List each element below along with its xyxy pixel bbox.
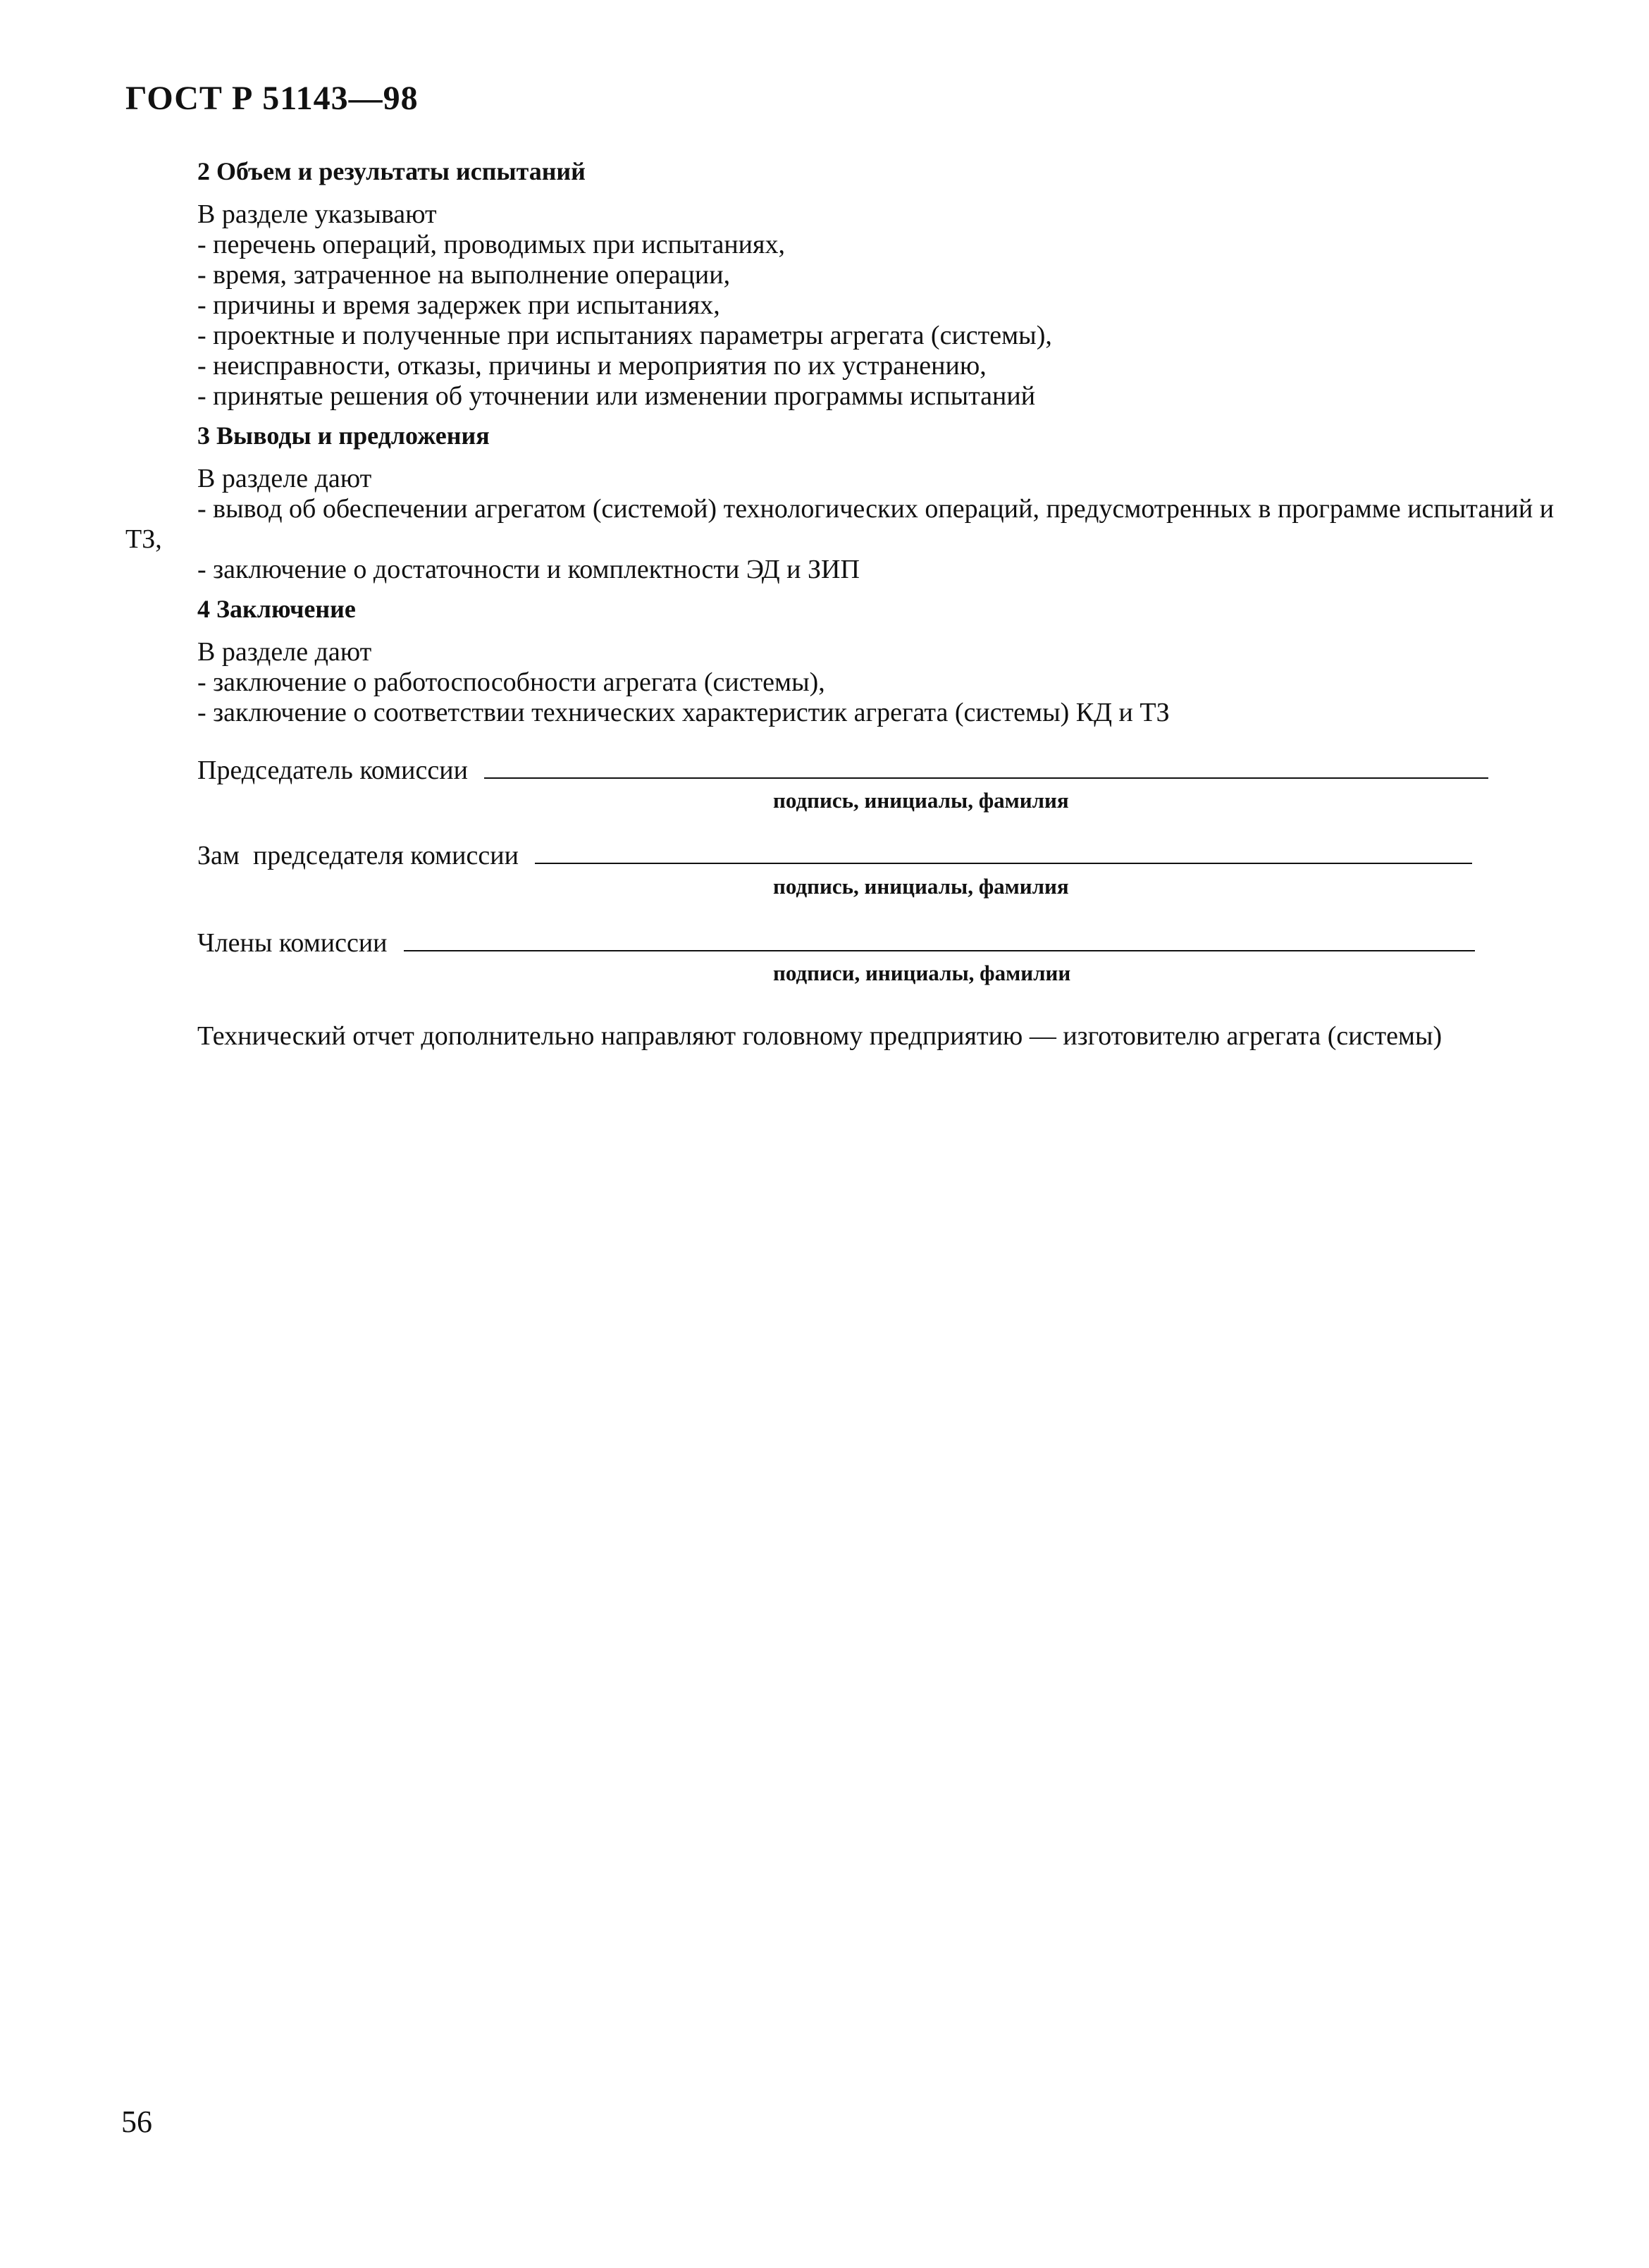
section-title: 2 Объем и результаты испытаний: [197, 157, 586, 185]
list-item: - время, затраченное на выполнение операции,: [197, 260, 731, 290]
signature-deputy: [197, 840, 1472, 871]
signature-note: подпись, инициалы, фамилия: [773, 874, 1069, 899]
signature-line: [484, 775, 1488, 779]
signature-note: подписи, инициалы, фамилии: [773, 961, 1071, 985]
list-item: - заключение о соответствии технических характеристик агрегата (системы) КД и ТЗ: [197, 698, 1170, 727]
section-4: [125, 594, 1555, 728]
section-intro: В разделе дают: [197, 637, 372, 667]
list-item: - вывод об обеспечении агрегатом (системой) технологических операций, предусмотренных в программе испытаний и ТЗ,: [125, 494, 1555, 554]
list-item: - перечень операций, проводимых при испытаниях,: [197, 230, 785, 259]
document-header: ГОСТ Р 51143—98: [125, 80, 419, 117]
signature-label: Председатель комиссии: [197, 756, 468, 785]
section-title: 3 Выводы и предложения: [197, 421, 490, 450]
section-intro: В разделе указывают: [197, 199, 437, 229]
signature-line: [535, 860, 1472, 864]
list-item: - проектные и полученные при испытаниях параметры агрегата (системы),: [197, 321, 1052, 350]
list-item: - заключение о работоспособности агрегата (системы),: [197, 667, 825, 697]
section-2: [125, 156, 1555, 412]
list-item: - принятые решения об уточнении или изменении программы испытаний: [197, 381, 1036, 411]
list-item: - заключение о достаточности и комплектности ЭД и ЗИП: [197, 555, 860, 584]
signature-members: [197, 927, 1475, 959]
signature-label: Зам председателя комиссии: [197, 841, 519, 870]
signature-chairman: [197, 755, 1488, 786]
closing-note: Технический отчет дополнительно направляют головному предприятию — изготовителю агрегата (системы): [197, 1021, 1443, 1051]
signature-note: подпись, инициалы, фамилия: [773, 788, 1069, 813]
section-3: [125, 421, 1555, 585]
page-number: 56: [121, 2104, 152, 2139]
signature-label: Члены комиссии: [197, 928, 388, 958]
list-item: - причины и время задержек при испытаниях,: [197, 290, 720, 320]
section-title: 4 Заключение: [197, 595, 356, 623]
signature-line: [404, 947, 1475, 951]
section-intro: В разделе дают: [197, 464, 372, 493]
list-item: - неисправности, отказы, причины и мероприятия по их устранению,: [197, 351, 987, 381]
